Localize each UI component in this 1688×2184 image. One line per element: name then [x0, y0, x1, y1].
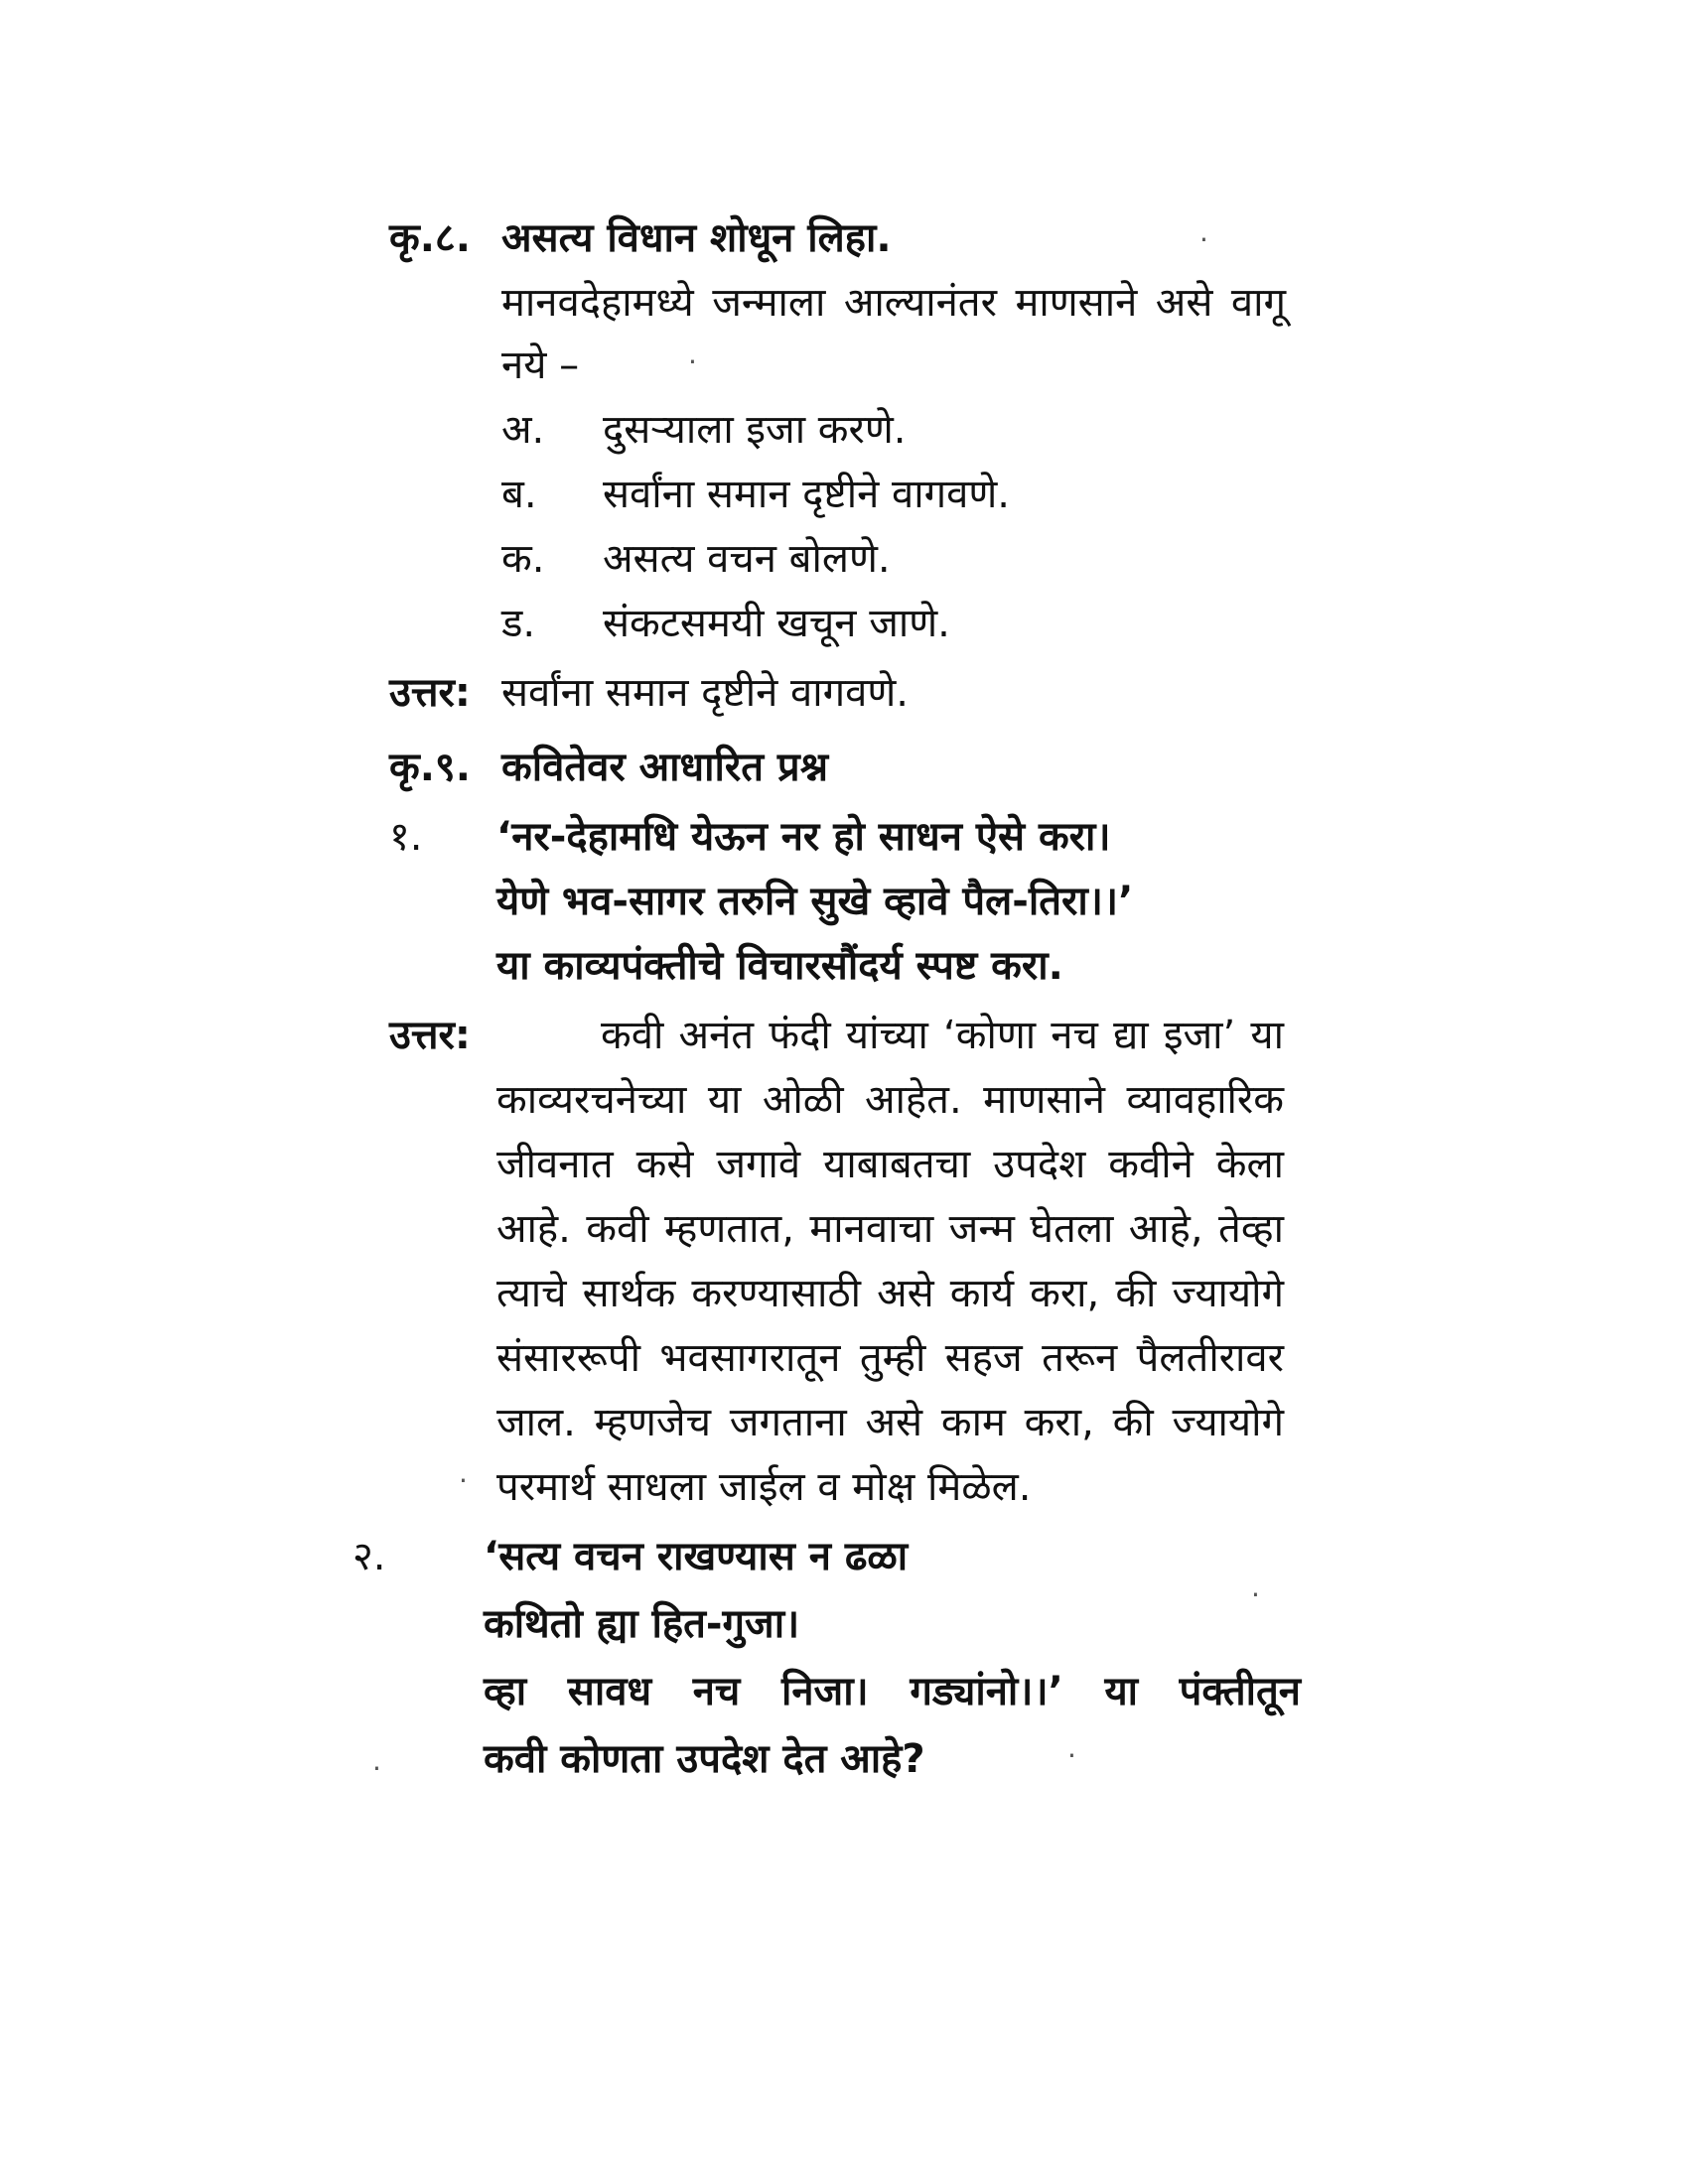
q8-option-c-text: असत्य वचन बोलणे.: [603, 536, 891, 582]
q8-option-a-text: दुसऱ्याला इजा करणे.: [603, 407, 907, 453]
q8-option-a-letter: अ.: [501, 407, 545, 453]
q8-stem-line-1: मानवदेहामध्ये जन्माला आल्यानंतर माणसाने असे वागू: [501, 280, 1286, 326]
q9-sub1-answer-line-6: संसाररूपी भवसागरातून तुम्ही सहज तरून पैलतीरावर: [496, 1335, 1284, 1381]
q9-sub1-answer-line-4: आहे. कवी म्हणतात, मानवाचा जन्म घेतला आहे, तेव्हा: [496, 1206, 1284, 1252]
q9-sub2-line-3: व्हा सावध नच निजा। गड्यांनो।।’ या पंक्तीतून: [484, 1669, 1301, 1714]
q9-sub1-line-2: येणे भव-सागर तरुनि सुखे व्हावे पैल-तिरा।।’: [496, 879, 1134, 924]
q8-option-d-letter: ड.: [501, 601, 536, 646]
scan-speck: ·: [1199, 223, 1208, 256]
q8-option-c-letter: क.: [501, 536, 545, 582]
q9-sub1-answer-line-5: त्याचे सार्थक करण्यासाठी असे कार्य करा, की ज्यायोगे: [496, 1271, 1284, 1316]
q9-sub2-line-2: कथितो ह्या हित-गुजा।: [484, 1601, 800, 1647]
q8-option-b-text: सर्वांना समान दृष्टीने वागवणे.: [603, 472, 1011, 517]
q9-title: कवितेवर आधारित प्रश्न: [501, 745, 828, 790]
q9-sub1-answer-line-7: जाल. म्हणजेच जगताना असे काम करा, की ज्यायोगे: [496, 1400, 1284, 1445]
scan-speck: ·: [1067, 1739, 1076, 1772]
q9-sub1-line-1: ‘नर-देहामधि येऊन नर हो साधन ऐसे करा।: [496, 814, 1111, 860]
q9-sub1-answer-line-8: परमार्थ साधला जाईल व मोक्ष मिळेल.: [496, 1464, 1032, 1510]
scan-speck: ·: [688, 345, 697, 378]
q9-sub1-line-3: या काव्यपंक्तीचे विचारसौंदर्य स्पष्ट करा.: [496, 943, 1063, 989]
q8-answer-text: सर्वांना समान दृष्टीने वागवणे.: [501, 670, 910, 716]
q9-sub2-number: २.: [352, 1534, 386, 1579]
q8-option-b-letter: ब.: [501, 472, 537, 517]
scan-speck: ·: [1251, 1578, 1260, 1611]
q9-sub1-answer-line-2: काव्यरचनेच्या या ओळी आहेत. माणसाने व्यावहारिक: [496, 1077, 1284, 1123]
q8-answer-label: उत्तर:: [389, 670, 471, 716]
q8-label: कृ.८.: [389, 215, 471, 261]
scan-speck: ·: [372, 1752, 381, 1785]
q8-option-d-text: संकटसमयी खचून जाणे.: [603, 601, 950, 646]
q9-sub2-line-4: कवी कोणता उपदेश देत आहे?: [484, 1736, 925, 1782]
q9-sub1-number: १.: [389, 814, 423, 860]
scan-speck: ·: [459, 1464, 468, 1497]
q8-stem-line-2: नये –: [501, 342, 580, 388]
q9-sub1-answer-line-1: कवी अनंत फंदी यांच्या ‘कोणा नच द्या इजा’ या: [601, 1013, 1284, 1058]
q8-title: असत्य विधान शोधून लिहा.: [501, 215, 892, 261]
q9-sub1-answer-label: उत्तर:: [389, 1013, 471, 1058]
q9-label: कृ.९.: [389, 745, 471, 790]
q9-sub2-line-1: ‘सत्य वचन राखण्यास न ढळा: [484, 1534, 909, 1579]
q9-sub1-answer-line-3: जीवनात कसे जगावे याबाबतचा उपदेश कवीने केला: [496, 1142, 1284, 1187]
